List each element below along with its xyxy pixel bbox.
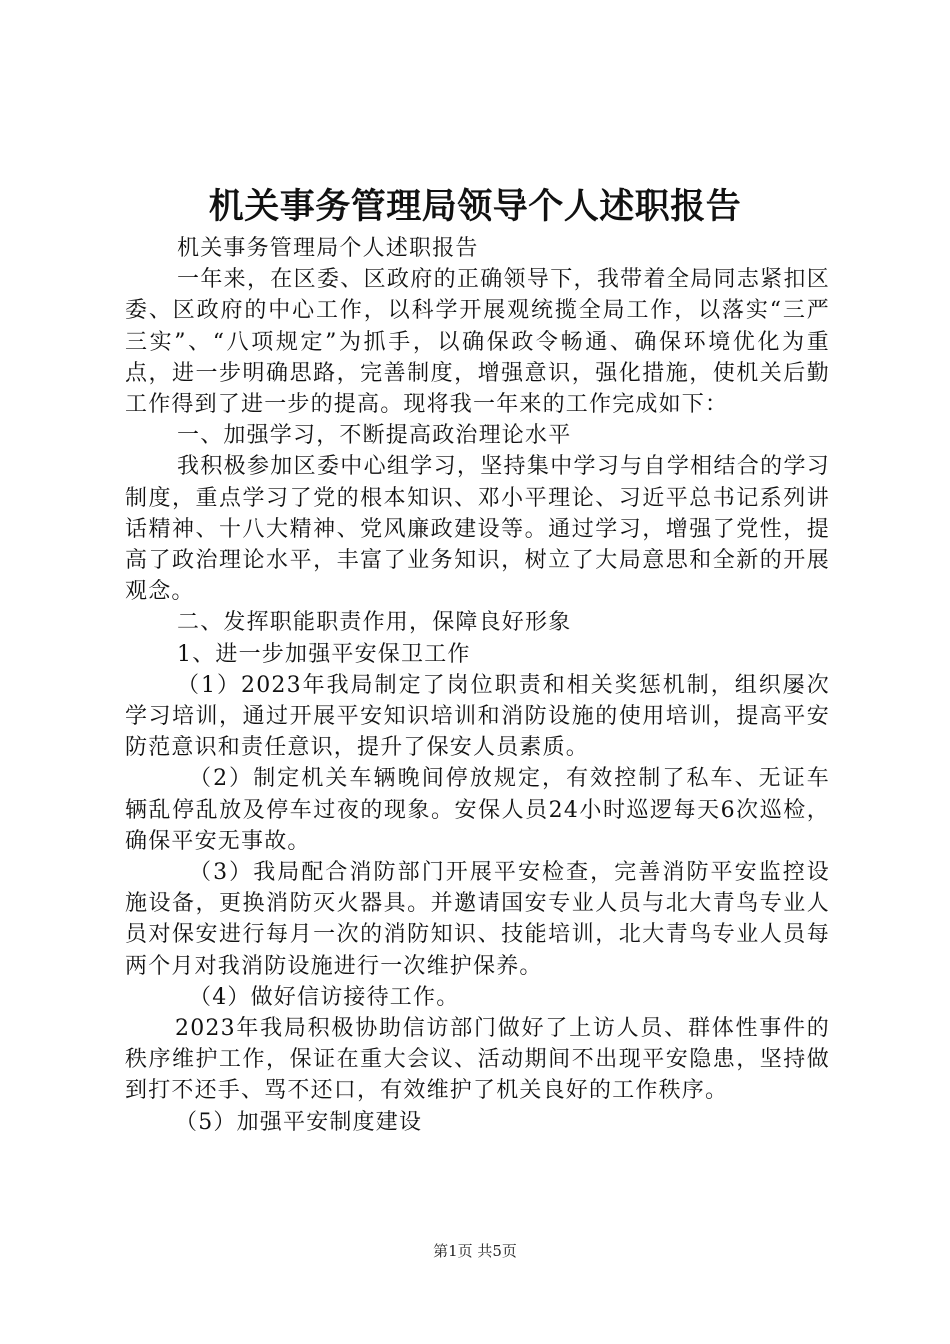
study-paragraph: 我积极参加区委中心组学习，坚持集中学习与自学相结合的学习制度，重点学习了党的根本知识、邓小平理论、习近平总书记系列讲话精神、十八大精神、党风廉政建设等。通过学习，增强了党性，提高了政治理论水平，丰富了业务知识，树立了大局意思和全新的开展观念。 [125, 454, 830, 605]
item-1-paragraph: （1）2023年我局制定了岗位职责和相关奖惩机制，组织屡次学习培训，通过开展平安知识培训和消防设施的使用培训，提高平安防范意识和责任意识，提升了保安人员素质。 [125, 672, 830, 761]
petition-paragraph: 2023年我局积极协助信访部门做好了上访人员、群体性事件的秩序维护工作，保证在重大会议、活动期间不出现平安隐患，坚持做到打不还手、骂不还口，有效维护了机关良好的工作秩序。 [125, 1016, 830, 1104]
document-title: 机关事务管理局领导个人述职报告 [208, 186, 742, 227]
item-5-paragraph: （5）加强平安制度建设 [175, 1109, 423, 1135]
document-body [125, 233, 830, 1138]
item-3-paragraph: （3）我局配合消防部门开展平安检查，完善消防平安监控设施设备，更换消防灭火器具。并邀请国安专业人员与北大青鸟专业人员对保安进行每月一次的消防知识、技能培训，北大青鸟专业人员每两个月对我消防设施进行一次维护保养。 [125, 860, 830, 979]
item-2-paragraph: （2）制定机关车辆晚间停放规定，有效控制了私车、无证车辆乱停乱放及停车过夜的现象。安保人员24小时巡逻每天6次巡检，确保平安无事故。 [125, 766, 830, 854]
subsection-heading-1: 1、进一步加强平安保卫工作 [177, 641, 471, 667]
item-4-paragraph: （4）做好信访接待工作。 [189, 984, 460, 1010]
page-indicator: 第1页 共5页 [433, 1242, 517, 1260]
subtitle-paragraph: 机关事务管理局个人述职报告 [177, 236, 479, 261]
section-heading-2: 二、发挥职能职责作用，保障良好形象 [177, 610, 572, 636]
section-heading-1: 一、加强学习，不断提高政治理论水平 [177, 423, 572, 449]
intro-paragraph: 一年来，在区委、区政府的正确领导下，我带着全局同志紧扣区委、区政府的中心工作，以科学开展观统揽全局工作，以落实“三严三实”、“八项规定”为抓手，以确保政令畅通、确保环境优化为重点，进一步明确思路，完善制度，增强意识，强化措施，使机关后勤工作得到了进一步的提高。现将我一年来的工作完成如下： [125, 267, 830, 418]
